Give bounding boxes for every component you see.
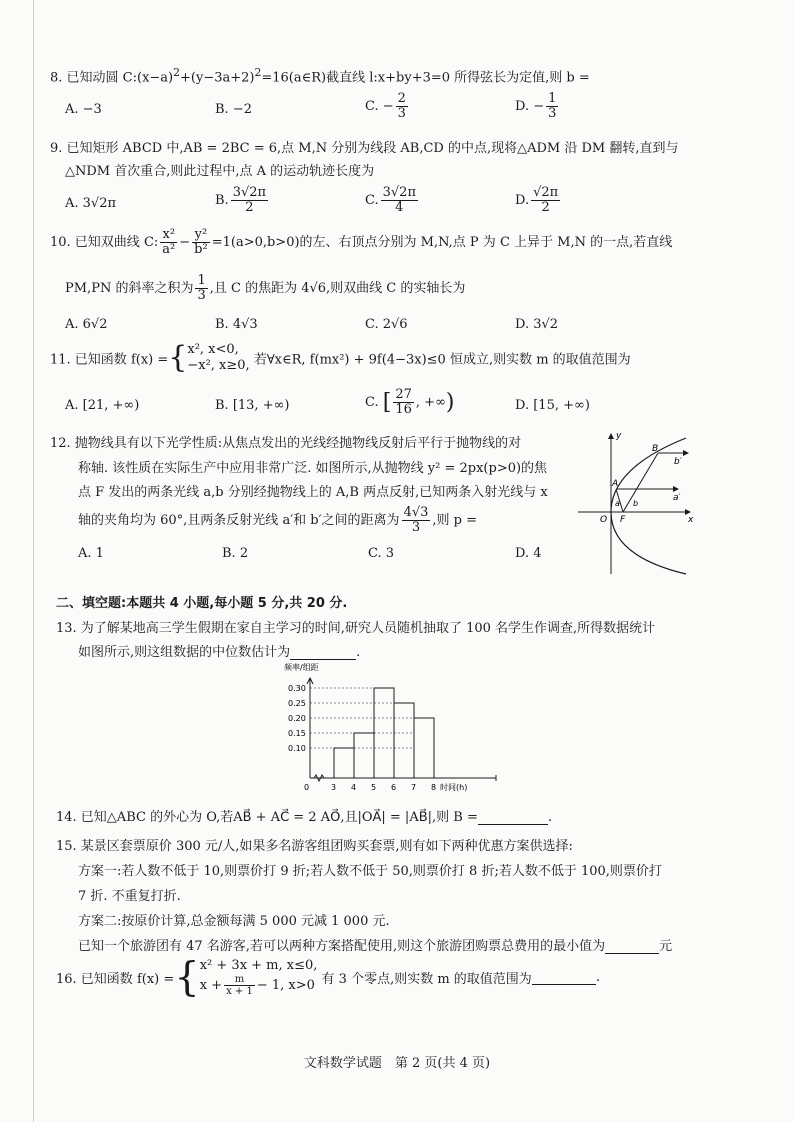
q10-option-d: D. 3√2: [515, 317, 559, 332]
q16-case2-den: x + 1: [226, 986, 253, 997]
q12-option-d: D. 4: [515, 546, 542, 561]
q9-option-c-label: C.: [365, 193, 379, 208]
q8-option-c-label: C. −: [365, 99, 394, 114]
q16-case1: x² + 3x + m, x≤0,: [199, 958, 318, 973]
figure-label-x: x: [688, 515, 694, 525]
q11-case2: −x², x≥0,: [187, 358, 250, 373]
q8-option-a: A. −3: [65, 102, 102, 117]
q8-stem-c: =16(a∈R)截直线 l:x+by+3=0 所得弦长为定值,则 b =: [261, 70, 590, 86]
q15-line4: 方案二:按原价计算,总金额每满 5 000 元减 1 000 元.: [78, 914, 390, 929]
histogram-y-tick-label: 0.25: [288, 699, 306, 708]
q11-option-d: D. [15, +∞): [515, 398, 590, 413]
q9-option-b-den: 2: [245, 200, 254, 215]
q10-line2: PM,PN 的斜率之积为 $\frac{1}{3}$ ,且 C 的焦距为 4√6,则双曲线 C 的实轴长为: [65, 273, 466, 303]
q15-line2: 方案一:若人数不低于 10,则票价打 9 折;若人数不低于 50,则票价打 8 折;若人数不低于 100,则票价打: [78, 864, 662, 879]
q10-line2-b: ,且 C 的焦距为 4√6,则双曲线 C 的实轴长为: [209, 281, 466, 296]
q8-option-d: [515, 92, 560, 121]
histogram-x-tick-label: 0: [304, 783, 310, 792]
binding-margin-rule: [33, 0, 34, 1122]
histogram-bar: [394, 703, 414, 778]
q11-option-b: B. [13, +∞): [215, 398, 290, 413]
q11-option-c: C. [ $\frac{27}{16}$ , +∞): [365, 387, 455, 417]
q8-stem-a: 8. 已知动圆 C:(x−a): [50, 70, 174, 86]
q9-option-d-label: D.: [515, 193, 530, 208]
figure-label-b-prime: b′: [674, 457, 682, 467]
q11-option-c-num: 27: [395, 387, 412, 402]
q8-stem: 8. 已知动圆 $C:(x-a)^2+(y-3a+2)^2=16(a\in R)$截直线 l:x+by+3=0 所得弦长为定值,则 b =: [50, 66, 590, 86]
figure-label-A: A: [612, 479, 619, 489]
q14-end: .: [547, 810, 552, 825]
q13-line2-end: .: [356, 645, 361, 660]
q10-line1-b: =1(a>0,b>0)的左、右顶点分别为 M,N,点 P 为 C 上异于 M,N 的一点,若直线: [211, 235, 673, 250]
q8-option-c-num: 2: [397, 91, 406, 106]
q9-option-c-num: 3√2π: [382, 185, 416, 200]
q12-frac-num: 4√3: [403, 505, 429, 520]
q10-option-c: C. 2√6: [365, 317, 408, 332]
histogram-bar: [334, 748, 354, 778]
q9-line2: △NDM 首次重合,则此过程中,点 A 的运动轨迹长度为: [65, 164, 375, 179]
q9-option-b-label: B.: [215, 193, 229, 208]
histogram-y-tick-label: 0.30: [288, 684, 306, 693]
q9-option-a: A. 3√2π: [65, 196, 117, 211]
q13-line1: 13. 为了解某地高三学生假期在家自主学习的时间,研究人员随机抽取了 100 名学生作调查,所得数据统计: [56, 621, 656, 636]
section-fill-in-header: 二、填空题:本题共 4 小题,每小题 5 分,共 20 分.: [56, 596, 348, 611]
histogram-y-tick-label: 0.15: [288, 729, 306, 738]
q9-option-b-num: 3√2π: [232, 185, 267, 200]
q15-line3: 7 折. 不重复打折.: [78, 889, 181, 904]
q11-stem-a: 11. 已知函数 f(x) =: [50, 352, 169, 368]
q15-line5-end: 元: [659, 939, 673, 954]
q15-answer-blank[interactable]: [605, 939, 659, 954]
q8-option-c: [365, 92, 410, 121]
q12-line2: 称轴. 该性质在实际生产中应用非常广泛. 如图所示,从抛物线 y² = 2px(p>0)的焦: [78, 461, 548, 476]
q9-option-c-den: 4: [395, 200, 404, 215]
q9-option-d-num: √2π: [533, 185, 559, 200]
q16-stem: 16. 已知函数 f(x) ={x² + 3x + m, x≤0, x + $\frac{m}{x + 1}$ − 1, x>0 有 3 个零点,则实数 m 的取值范围为 .: [56, 954, 600, 1001]
q16-stem-a: 16. 已知函数 f(x) =: [56, 972, 175, 987]
q16-case2-num: m: [224, 974, 255, 986]
q16-answer-blank[interactable]: [532, 970, 596, 985]
histogram-x-tick-label: 4: [351, 783, 357, 792]
q14-answer-blank[interactable]: [478, 810, 548, 825]
q8-stem-b: +(y−3a+2): [180, 70, 255, 86]
q11-stem: 11. 已知函数 f(x) ={x², x<0, −x², x≥0, 若∀x∈R, f(mx²) + 9f(4−3x)≤0 恒成立,则实数 m 的取值范围为: [50, 340, 631, 375]
figure-label-O: O: [600, 515, 608, 525]
q15-line5-text: 已知一个旅游团有 47 名游客,若可以两种方案搭配使用,则这个旅游团购票总费用的最小值为: [78, 939, 606, 954]
q14-line: [56, 806, 552, 825]
q12-option-c: C. 3: [368, 546, 395, 561]
figure-label-a: a: [615, 499, 620, 508]
q11-option-c-label: C.: [365, 395, 379, 410]
q9-option-c: [365, 186, 420, 215]
q10-line1: 10. 已知双曲线 C: $\frac{\text{x²}}{\text{a²}}$ − $\frac{\text{y²}}{\text{b²}}$ =1(a>0,b>0)的左、右顶点分别为 M,N,点 P 为 C 上异于 M,N 的一点,若直线: [50, 227, 673, 257]
page-footer: 文科数学试题 第 2 页(共 4 页): [303, 1056, 491, 1071]
q8-option-c-den: 3: [397, 106, 406, 121]
q15-line1: 15. 某景区套票原价 300 元/人,如果多名游客组团购买套票,则有如下两种优惠方案供选择:: [56, 839, 573, 854]
q16-case2-b: − 1, x>0: [256, 978, 315, 993]
q16-stem-b: 有 3 个零点,则实数 m 的取值范围为: [321, 972, 532, 987]
q11-stem-b: 若∀x∈R, f(mx²) + 9f(4−3x)≤0 恒成立,则实数 m 的取值范围为: [253, 352, 631, 368]
q9-line1: 9. 已知矩形 ABCD 中,AB = 2BC = 6,点 M,N 分别为线段 AB,CD 的中点,现将△ADM 沿 DM 翻转,直到与: [50, 141, 679, 156]
q8-option-b: B. −2: [215, 102, 252, 117]
q16-case2-a: x +: [199, 978, 223, 993]
figure-label-y: y: [616, 431, 622, 441]
q12-option-b: B. 2: [222, 546, 249, 561]
histogram-x-tick-label: 6: [391, 783, 397, 792]
q10-line2-a: PM,PN 的斜率之积为: [65, 281, 194, 296]
q16-end: .: [595, 970, 600, 985]
q10-option-a: A. 6√2: [65, 317, 108, 332]
q12-frac-den: 3: [411, 520, 421, 535]
histogram-x-tick-label: 5: [371, 783, 377, 792]
q12-line3: 点 F 发出的两条光线 a,b 分别经抛物线上的 A,B 两点反射,已知两条入射光线与 x: [78, 485, 548, 500]
q10-line1-a: 10. 已知双曲线 C:: [50, 235, 159, 250]
parabola-figure: [578, 428, 698, 576]
histogram-x-tick-label: 3: [331, 783, 337, 792]
q12-option-a: A. 1: [78, 546, 104, 561]
q12-line4-a: 轴的夹角均为 60°,且两条反射光线 a′和 b′之间的距离为: [78, 513, 400, 528]
histogram-y-tick-label: 0.10: [288, 744, 306, 753]
q12-line4-b: ,则 p =: [432, 513, 478, 528]
q11-case1: x², x<0,: [187, 342, 239, 357]
histogram-bar: [414, 718, 434, 778]
q13-line2-text: 如图所示,则这组数据的中位数估计为: [78, 645, 291, 660]
q9-option-b: [215, 186, 270, 215]
q12-line1: 12. 抛物线具有以下光学性质:从焦点发出的光线经抛物线反射后平行于抛物线的对: [50, 436, 522, 451]
q15-line5: [78, 935, 672, 954]
q11-option-a: A. [21, +∞): [65, 398, 140, 413]
histogram-ylabel: 频率/组距: [284, 663, 319, 672]
q8-option-d-num: 1: [548, 91, 557, 106]
q9-option-d-den: 2: [541, 200, 550, 215]
q8-option-d-label: D. −: [515, 99, 545, 114]
q10-option-b: B. 4√3: [215, 317, 258, 332]
figure-label-F: F: [620, 515, 626, 525]
histogram-chart: [270, 658, 510, 796]
q11-option-c-den: 16: [395, 402, 412, 417]
histogram-x-tick-label: 7: [411, 783, 417, 792]
histogram-x-tick-label: 8: [431, 783, 437, 792]
figure-label-b: b: [633, 499, 639, 508]
q9-option-d: [515, 186, 562, 215]
histogram-bar: [354, 733, 374, 778]
figure-label-a-prime: a′: [673, 493, 681, 503]
histogram-y-tick-label: 0.20: [288, 714, 306, 723]
q14-text: 14. 已知△ABC 的外心为 O,若AB⃗ + AC⃗ = 2 AO⃗,且|OA⃗| = |AB⃗|,则 B =: [56, 810, 478, 825]
histogram-xlabel: 时间(h): [440, 783, 468, 792]
q8-option-d-den: 3: [548, 106, 557, 121]
q11-option-c-tail: , +∞: [415, 395, 446, 410]
figure-label-B: B: [652, 444, 659, 454]
q12-line4: [78, 506, 477, 535]
